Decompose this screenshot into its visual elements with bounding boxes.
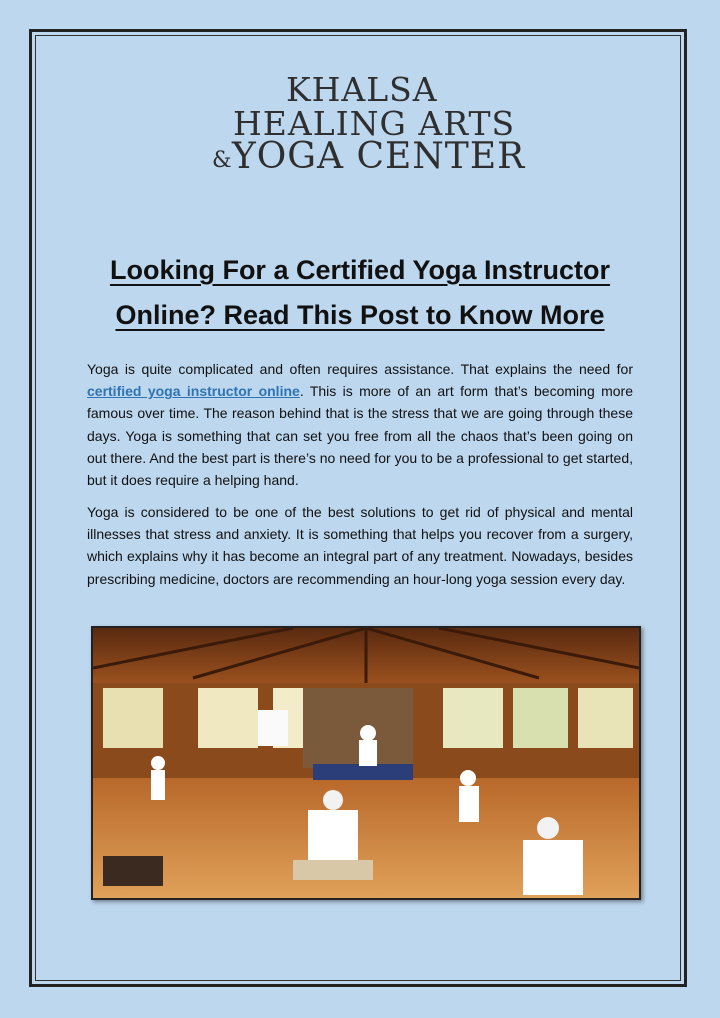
article-title: Looking For a Certified Yoga Instructor Online? Read This Post to Know More <box>109 255 611 331</box>
yoga-class-photo <box>91 626 641 900</box>
logo-ampersand: & <box>212 148 233 173</box>
paragraph-1-intro: Yoga is quite complicated and often requires assistance. That explains the need for <box>87 361 633 377</box>
paragraph-2: Yoga is considered to be one of the best solutions to get rid of physical and mental illnesses that stress and anxiety. It is something that helps you recover from a surgery, which explains why it has become an integral part of any treatment. Nowadays, besides prescribing medicine, doctors are recommending an hour-long yoga session every day. <box>87 504 633 587</box>
paragraph-1 <box>87 358 633 491</box>
khalsa-logo <box>200 70 530 180</box>
paragraph-1-rest: . This is more of an art form that’s becoming more famous over time. The reason behind that is the stress that we are going through these days. Yoga is something that can set you free from all the chaos that’s been going on out there. And the best part is there’s no need for you to be a professional to get started, but it does require a helping hand. <box>87 383 633 489</box>
logo-line-2: HEALING ARTS <box>233 104 516 143</box>
logo-line-1: KHALSA <box>286 70 438 109</box>
logo-line-3: YOGA CENTER <box>232 136 526 177</box>
certified-yoga-instructor-link[interactable]: certified yoga instructor online <box>87 383 300 400</box>
